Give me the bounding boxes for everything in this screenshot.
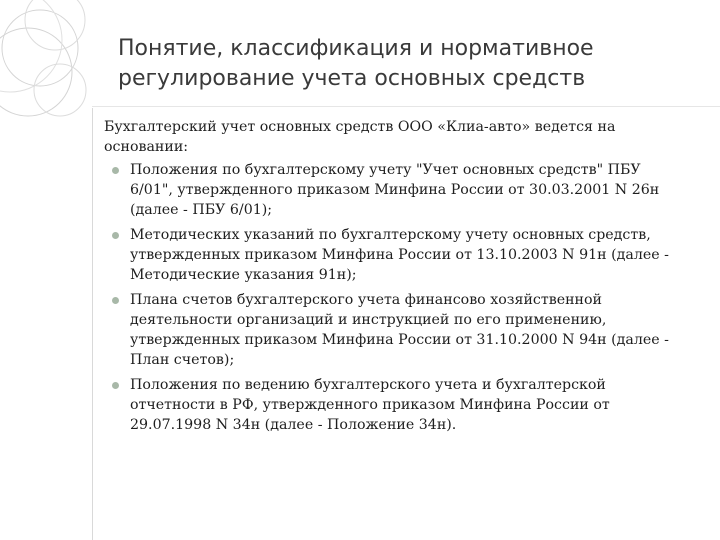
bullet-dot-icon <box>112 382 119 389</box>
intro-paragraph: Бухгалтерский учет основных средств ООО «Клиа-авто» ведется на основании: <box>104 119 616 155</box>
list-item-text: Положения по ведению бухгалтерского учета и бухгалтерской отчетности в РФ, утвержденного приказом Минфина России от 29.07.1998 N 34н (далее - Положение 34н). <box>130 377 610 433</box>
list-item <box>104 290 684 370</box>
list-item <box>104 160 684 220</box>
slide-body <box>104 117 684 440</box>
vertical-divider <box>92 108 93 540</box>
slide-title: Понятие, классификация и нормативное регулирование учета основных средств <box>118 36 594 91</box>
list-item-text: Положения по бухгалтерскому учету "Учет основных средств" ПБУ 6/01", утвержденного приказом Минфина России от 30.03.2001 N 26н (далее - ПБУ 6/01); <box>130 162 660 218</box>
bullet-dot-icon <box>112 297 119 304</box>
list-item <box>104 225 684 285</box>
list-item <box>104 375 684 435</box>
corner-circles-decoration <box>0 0 120 130</box>
bullet-dot-icon <box>112 232 119 239</box>
horizontal-divider <box>92 106 720 107</box>
list-item-text: Плана счетов бухгалтерского учета финансово хозяйственной деятельности организаций и инструкцией по его применению, утвержденных приказом Минфина России от 31.10.2000 N 94н (далее - План счетов); <box>130 292 669 368</box>
bullet-dot-icon <box>112 167 119 174</box>
bullet-list <box>104 160 684 435</box>
list-item-text: Методических указаний по бухгалтерскому учету основных средств, утвержденных приказом Минфина России от 13.10.2003 N 91н (далее - Методические указания 91н); <box>130 227 669 283</box>
